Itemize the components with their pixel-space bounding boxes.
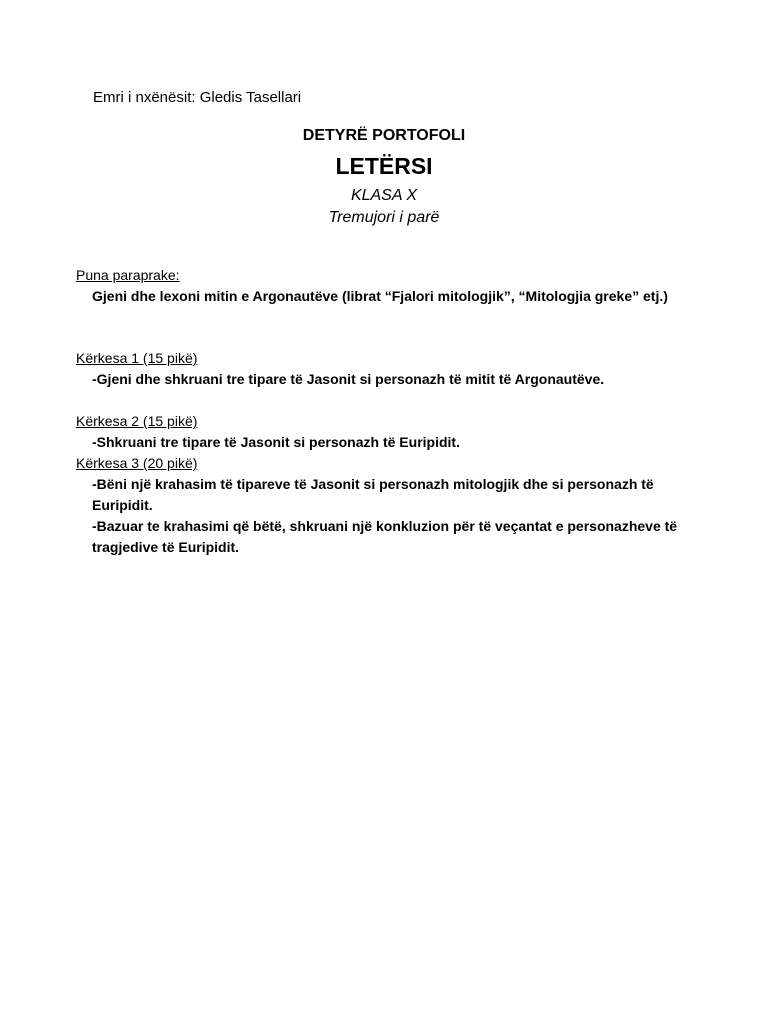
section-requirement-2 bbox=[76, 411, 696, 453]
section-body bbox=[76, 286, 696, 307]
section-requirement-1 bbox=[76, 348, 696, 390]
section-title: Puna paraprake: bbox=[76, 267, 180, 283]
section-requirement-3 bbox=[76, 453, 696, 558]
section-preliminary-work bbox=[76, 265, 696, 307]
instruction-text: Gjeni dhe lexoni mitin e Argonautëve (librat “Fjalori mitologjik”, “Mitologjia greke” etj.) bbox=[92, 288, 668, 304]
instruction-text: -Gjeni dhe shkruani tre tipare të Jasonit si personazh të mitit të Argonautëve. bbox=[92, 371, 605, 387]
section-title: Kërkesa 3 (20 pikë) bbox=[76, 455, 198, 471]
section-title: Kërkesa 2 (15 pikë) bbox=[76, 413, 198, 429]
section-title: Kërkesa 1 (15 pikë) bbox=[76, 350, 198, 366]
subject-title: LETËRSI bbox=[335, 153, 433, 179]
section-body bbox=[76, 369, 696, 390]
instruction-text: -Shkruani tre tipare të Jasonit si personazh të Euripidit. bbox=[92, 434, 460, 450]
student-name: Emri i nxënësit: Gledis Tasellari bbox=[93, 89, 302, 106]
class-label: KLASA X bbox=[350, 187, 418, 204]
term-label: Tremujori i parë bbox=[328, 209, 440, 226]
section-body bbox=[76, 474, 696, 558]
section-body bbox=[76, 432, 696, 453]
instruction-text: -Bëni një krahasim të tipareve të Jasonit si personazh mitologjik dhe si personazh të Euripidit. bbox=[92, 476, 654, 513]
task-title: DETYRË PORTOFOLI bbox=[302, 127, 466, 144]
instruction-text: -Bazuar te krahasimi që bëtë, shkruani një konkluzion për të veçantat e personazheve të tragjedive të Euripidit. bbox=[92, 518, 678, 555]
